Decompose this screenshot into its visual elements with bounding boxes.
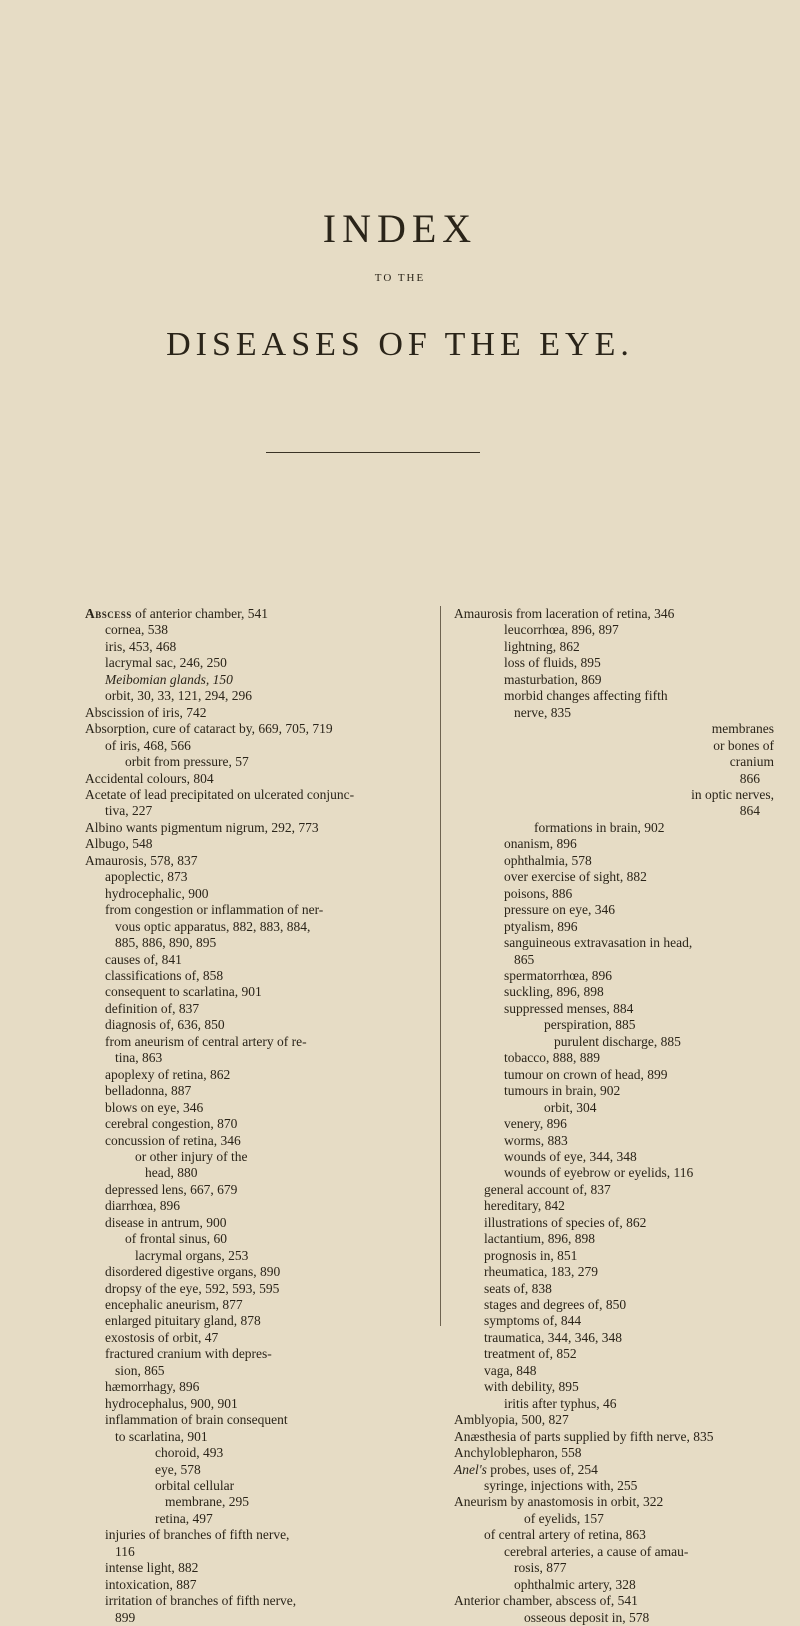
book-title: DISEASES OF THE EYE. <box>166 326 634 363</box>
index-entry <box>85 1100 425 1116</box>
entry-text: wounds of eyebrow or eyelids, 116 <box>504 1165 694 1181</box>
index-entry <box>85 622 425 638</box>
index-entry <box>85 1215 425 1231</box>
index-entry <box>454 968 774 984</box>
index-entry <box>454 1182 774 1198</box>
entry-text: illustrations of species of, 862 <box>484 1214 647 1230</box>
entry-text: Anchyloblepharon, 558 <box>454 1445 582 1461</box>
index-entry <box>454 1248 774 1264</box>
entry-text: Accidental colours, 804 <box>85 770 214 786</box>
entry-text: of eyelids, 157 <box>524 1510 604 1526</box>
entry-lead-italic: Anel's <box>454 1461 487 1477</box>
index-entry <box>454 705 774 721</box>
index-entry <box>85 1560 425 1576</box>
entry-text: formations in brain, 902 <box>534 819 665 835</box>
index-entry <box>454 622 774 638</box>
entry-text: cerebral congestion, 870 <box>105 1116 238 1132</box>
index-entry <box>85 1297 425 1313</box>
index-entry <box>85 1610 425 1626</box>
index-entry <box>85 803 425 819</box>
entry-text: consequent to scarlatina, 901 <box>105 984 262 1000</box>
entry-text: rosis, 877 <box>514 1560 567 1576</box>
entry-text: treatment of, 852 <box>484 1346 577 1362</box>
index-column-right <box>454 606 774 1626</box>
index-entry <box>85 820 425 836</box>
index-entry <box>454 606 774 622</box>
page-subtitle: TO THE <box>374 272 426 284</box>
entry-text: concussion of retina, 346 <box>105 1132 241 1148</box>
entry-text: traumatica, 344, 346, 348 <box>484 1329 622 1345</box>
entry-text: intoxication, 887 <box>105 1576 197 1592</box>
index-entry <box>85 1478 425 1494</box>
entry-text: Absorption, cure of cataract by, 669, 705, 719 <box>85 721 333 737</box>
index-entry <box>454 1133 774 1149</box>
index-entry <box>85 1379 425 1395</box>
index-entry <box>454 1050 774 1066</box>
entry-text: injuries of branches of fifth nerve, <box>105 1527 290 1543</box>
index-entry <box>85 1363 425 1379</box>
entry-text: definition of, 837 <box>105 1000 200 1016</box>
entry-text: irritation of branches of fifth nerve, <box>105 1593 297 1609</box>
index-entry <box>85 902 425 918</box>
index-entry <box>85 1231 425 1247</box>
entry-text: wounds of eye, 344, 348 <box>504 1148 637 1164</box>
index-entry <box>454 886 774 902</box>
entry-text: from congestion or inflammation of ner- <box>105 902 324 918</box>
index-entry <box>85 1494 425 1510</box>
index-entry <box>85 688 425 704</box>
entry-text: exostosis of orbit, 47 <box>105 1329 219 1345</box>
entry-text: general account of, 837 <box>484 1181 611 1197</box>
entry-text: blows on eye, 346 <box>105 1099 204 1115</box>
index-entry <box>454 1165 774 1181</box>
index-entry <box>454 1100 774 1116</box>
entry-text: eye, 578 <box>155 1461 201 1477</box>
entry-text: suckling, 896, 898 <box>504 984 604 1000</box>
index-entry <box>454 1577 774 1593</box>
index-entry <box>85 721 425 737</box>
index-entry <box>85 1346 425 1362</box>
entry-text: nerve, 835 <box>514 704 571 720</box>
index-entry <box>454 902 774 918</box>
entry-text: disordered digestive organs, 890 <box>105 1264 281 1280</box>
entry-text: 885, 886, 890, 895 <box>115 935 217 951</box>
entry-text: suppressed menses, 884 <box>504 1000 634 1016</box>
index-entry <box>85 968 425 984</box>
entry-text: prognosis in, 851 <box>484 1247 578 1263</box>
index-entry <box>85 1313 425 1329</box>
index-entry <box>85 1330 425 1346</box>
entry-text: symptoms of, 844 <box>484 1313 582 1329</box>
entry-text: head, 880 <box>145 1165 198 1181</box>
index-entry <box>85 1198 425 1214</box>
index-entry <box>85 1083 425 1099</box>
entry-text: diagnosis of, 636, 850 <box>105 1017 225 1033</box>
entry-text: membrane, 295 <box>165 1494 249 1510</box>
index-entry <box>85 1396 425 1412</box>
entry-text: Albugo, 548 <box>85 836 153 852</box>
entry-text: Aneurism by anastomosis in orbit, 322 <box>454 1494 664 1510</box>
index-entry <box>85 787 425 803</box>
index-entry <box>85 1281 425 1297</box>
entry-text: retina, 497 <box>155 1510 213 1526</box>
index-entry <box>454 1462 774 1478</box>
entry-text: cranium <box>729 754 774 770</box>
title-rule <box>266 452 480 453</box>
entry-text: hæmorrhagy, 896 <box>105 1379 200 1395</box>
entry-text: from aneurism of central artery of re- <box>105 1033 307 1049</box>
index-entry <box>454 1149 774 1165</box>
entry-text: vaga, 848 <box>484 1362 537 1378</box>
entry-text: Abscission of iris, 742 <box>85 704 207 720</box>
column-divider <box>440 606 441 1326</box>
entry-text: morbid changes affecting fifth <box>504 688 668 704</box>
entry-text: Amaurosis, 578, 837 <box>85 852 198 868</box>
entry-text: tumour on crown of head, 899 <box>504 1066 668 1082</box>
index-entry <box>454 984 774 1000</box>
index-entry <box>454 1083 774 1099</box>
entry-text: Albino wants pigmentum nigrum, 292, 773 <box>85 819 319 835</box>
entry-text: ophthalmia, 578 <box>504 852 592 868</box>
entry-text: lacrymal sac, 246, 250 <box>105 655 227 671</box>
index-entry <box>454 672 774 688</box>
entry-text: tumours in brain, 902 <box>504 1083 621 1099</box>
entry-text: worms, 883 <box>504 1132 568 1148</box>
entry-text: iritis after typhus, 46 <box>504 1395 617 1411</box>
index-entry <box>85 836 425 852</box>
index-entry <box>85 1445 425 1461</box>
index-entry <box>454 1067 774 1083</box>
entry-text: orbit, 30, 33, 121, 294, 296 <box>105 688 252 704</box>
entry-text: sion, 865 <box>115 1362 165 1378</box>
entry-text: Meibomian glands, 150 <box>105 671 233 687</box>
entry-lead: Abscess <box>85 606 132 621</box>
entry-text: of central artery of retina, 863 <box>484 1527 646 1543</box>
index-entry <box>85 1034 425 1050</box>
entry-text: or bones of <box>713 737 774 753</box>
index-entry <box>454 1511 774 1527</box>
entry-text: Acetate of lead precipitated on ulcerated conjunc- <box>85 786 355 802</box>
entry-text: pressure on eye, 346 <box>504 902 615 918</box>
index-entry <box>454 1001 774 1017</box>
entry-text: classifications of, 858 <box>105 967 224 983</box>
index-entry <box>454 1379 774 1395</box>
entry-text: vous optic apparatus, 882, 883, 884, <box>115 918 311 934</box>
index-entry <box>454 1231 774 1247</box>
index-entry <box>454 1396 774 1412</box>
index-entry <box>454 1116 774 1132</box>
index-entry <box>85 919 425 935</box>
index-entry <box>454 1593 774 1609</box>
index-entry <box>85 771 425 787</box>
index-entry <box>85 853 425 869</box>
entry-text: Amblyopia, 500, 827 <box>454 1412 569 1428</box>
entry-text: to scarlatina, 901 <box>115 1428 208 1444</box>
index-entry <box>454 1363 774 1379</box>
index-entry <box>85 952 425 968</box>
index-entry <box>454 1610 774 1626</box>
entry-text: diarrhœa, 896 <box>105 1198 180 1214</box>
entry-text: tobacco, 888, 889 <box>504 1050 600 1066</box>
entry-text: osseous deposit in, 578 <box>524 1609 650 1625</box>
index-entry <box>85 886 425 902</box>
index-entry <box>454 820 774 836</box>
index-entry <box>85 1050 425 1066</box>
entry-text: seats of, 838 <box>484 1280 552 1296</box>
index-entry <box>85 655 425 671</box>
index-entry <box>454 1330 774 1346</box>
index-entry <box>85 1001 425 1017</box>
entry-text: venery, 896 <box>504 1116 567 1132</box>
index-entry <box>85 705 425 721</box>
index-entry <box>85 1133 425 1149</box>
entry-text: 866 <box>739 770 760 786</box>
entry-text: iris, 453, 468 <box>105 638 177 654</box>
index-entry <box>454 1494 774 1510</box>
entry-text: of iris, 468, 566 <box>105 737 191 753</box>
entry-text: belladonna, 887 <box>105 1083 192 1099</box>
index-entry <box>85 1182 425 1198</box>
index-entry <box>454 688 774 704</box>
entry-text: 116 <box>115 1543 135 1559</box>
entry-text: leucorrhœa, 896, 897 <box>504 622 619 638</box>
index-entry <box>85 1577 425 1593</box>
entry-text: loss of fluids, 895 <box>504 655 601 671</box>
index-entry <box>454 1445 774 1461</box>
entry-text: Amaurosis from laceration of retina, 346 <box>454 606 675 621</box>
entry-text: with debility, 895 <box>484 1379 579 1395</box>
entry-text: disease in antrum, 900 <box>105 1214 227 1230</box>
index-entry <box>454 1198 774 1214</box>
entry-text: apoplexy of retina, 862 <box>105 1066 231 1082</box>
index-entry <box>454 1527 774 1543</box>
index-entry <box>85 639 425 655</box>
entry-text: purulent discharge, 885 <box>554 1033 681 1049</box>
entry-text: Anæsthesia of parts supplied by fifth nerve, 835 <box>454 1428 714 1444</box>
entry-text: hydrocephalic, 900 <box>105 885 209 901</box>
entry-text: tina, 863 <box>115 1050 163 1066</box>
index-entry <box>454 1429 774 1445</box>
entry-text: apoplectic, 873 <box>105 869 188 885</box>
index-entry <box>454 771 774 787</box>
entry-text: in optic nerves, <box>691 786 774 802</box>
entry-text: inflammation of brain consequent <box>105 1412 288 1428</box>
index-entry <box>85 738 425 754</box>
index-entry <box>85 1067 425 1083</box>
entry-text: masturbation, 869 <box>504 671 602 687</box>
entry-text: choroid, 493 <box>155 1445 224 1461</box>
entry-text: ptyalism, 896 <box>504 918 578 934</box>
entry-text: orbital cellular <box>155 1478 235 1494</box>
index-entry <box>454 853 774 869</box>
index-entry <box>454 1560 774 1576</box>
index-entry <box>85 869 425 885</box>
index-column-left <box>85 606 425 1626</box>
entry-text: perspiration, 885 <box>544 1017 636 1033</box>
entry-text: poisons, 886 <box>504 885 573 901</box>
index-entry <box>454 952 774 968</box>
entry-text: over exercise of sight, 882 <box>504 869 647 885</box>
index-entry <box>85 1116 425 1132</box>
index-entry <box>85 1429 425 1445</box>
entry-text: or other injury of the <box>135 1148 248 1164</box>
index-entry <box>85 754 425 770</box>
index-entry <box>85 1593 425 1609</box>
entry-text: onanism, 896 <box>504 836 577 852</box>
index-entry <box>85 1264 425 1280</box>
index-entry <box>454 721 774 737</box>
entry-text: fractured cranium with depres- <box>105 1346 272 1362</box>
index-entry <box>85 1511 425 1527</box>
entry-text: lightning, 862 <box>504 638 580 654</box>
index-entry <box>454 754 774 770</box>
entry-text: dropsy of the eye, 592, 593, 595 <box>105 1280 280 1296</box>
index-entry <box>85 1527 425 1543</box>
index-entry <box>454 869 774 885</box>
index-entry <box>85 1017 425 1033</box>
entry-text: 865 <box>514 951 535 967</box>
entry-text: orbit from pressure, 57 <box>125 754 249 770</box>
index-entry <box>454 1215 774 1231</box>
page-title: INDEX <box>322 206 478 251</box>
entry-text: tiva, 227 <box>105 803 153 819</box>
entry-text: encephalic aneurism, 877 <box>105 1297 243 1313</box>
index-entry <box>454 639 774 655</box>
index-entry <box>454 1281 774 1297</box>
index-entry <box>454 1346 774 1362</box>
entry-text: hydrocephalus, 900, 901 <box>105 1395 238 1411</box>
entry-text: sanguineous extravasation in head, <box>504 935 693 951</box>
entry-text: syringe, injections with, 255 <box>484 1478 638 1494</box>
index-entry <box>454 803 774 819</box>
entry-text: membranes <box>711 721 774 737</box>
index-entry <box>454 1544 774 1560</box>
index-entry <box>454 1412 774 1428</box>
entry-text: enlarged pituitary gland, 878 <box>105 1313 261 1329</box>
index-entry <box>454 655 774 671</box>
index-entry <box>85 984 425 1000</box>
index-entry <box>85 1544 425 1560</box>
index-entry <box>85 1412 425 1428</box>
entry-text: Anterior chamber, abscess of, 541 <box>454 1593 638 1609</box>
entry-text: stages and degrees of, 850 <box>484 1297 627 1313</box>
index-entry <box>454 836 774 852</box>
entry-text: 864 <box>739 803 760 819</box>
index-entry <box>454 738 774 754</box>
index-entry <box>85 1165 425 1181</box>
entry-text: cerebral arteries, a cause of amau- <box>504 1543 689 1559</box>
index-entry <box>454 1297 774 1313</box>
index-entry <box>85 1248 425 1264</box>
index-entry <box>454 1034 774 1050</box>
index-entry <box>85 672 425 688</box>
entry-text: hereditary, 842 <box>484 1198 565 1214</box>
index-entry <box>85 1462 425 1478</box>
index-entry <box>454 1264 774 1280</box>
index-entry <box>454 1478 774 1494</box>
index-entry <box>454 787 774 803</box>
entry-text: lacrymal organs, 253 <box>135 1247 249 1263</box>
index-entry <box>85 935 425 951</box>
index-entry <box>454 919 774 935</box>
entry-text: of frontal sinus, 60 <box>125 1231 227 1247</box>
index-entry <box>454 1313 774 1329</box>
index-entry <box>454 935 774 951</box>
entry-text: depressed lens, 667, 679 <box>105 1181 238 1197</box>
entry-text: intense light, 882 <box>105 1560 199 1576</box>
index-entry <box>85 1149 425 1165</box>
entry-text: probes, uses of, 254 <box>486 1461 598 1477</box>
entry-text: of anterior chamber, 541 <box>131 606 269 621</box>
index-entry <box>454 1017 774 1033</box>
entry-text: causes of, 841 <box>105 951 182 967</box>
index-entry <box>85 606 425 622</box>
entry-text: rheumatica, 183, 279 <box>484 1264 598 1280</box>
entry-text: 899 <box>115 1609 136 1625</box>
entry-text: ophthalmic artery, 328 <box>514 1576 636 1592</box>
entry-text: lactantium, 896, 898 <box>484 1231 595 1247</box>
entry-text: spermatorrhœa, 896 <box>504 967 612 983</box>
entry-text: cornea, 538 <box>105 622 168 638</box>
entry-text: orbit, 304 <box>544 1099 597 1115</box>
